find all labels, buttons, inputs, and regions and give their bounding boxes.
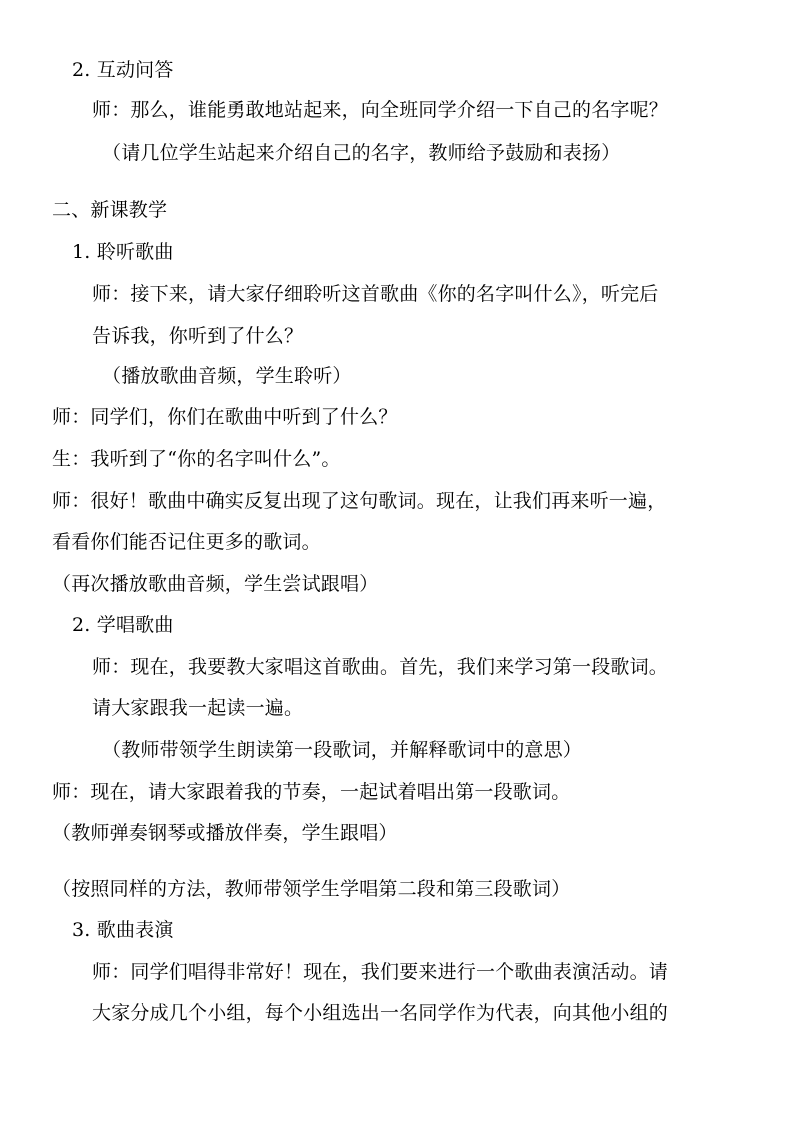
- paragraph-line: 大家分成几个小组，每个小组选出一名同学作为代表，向其他小组的: [92, 1002, 669, 1024]
- paragraph-line: 师：同学们唱得非常好！现在，我们要来进行一个歌曲表演活动。请: [92, 961, 669, 983]
- section-heading-listen-song: 1. 聆听歌曲: [72, 241, 174, 263]
- section-heading-learn-song: 2. 学唱歌曲: [72, 614, 174, 636]
- paragraph-line: 师：现在，我要教大家唱这首歌曲。首先，我们来学习第一段歌词。: [92, 656, 669, 678]
- paragraph-line: （请几位学生站起来介绍自己的名字，教师给予鼓励和表扬）: [102, 142, 621, 164]
- paragraph-line: （再次播放歌曲音频，学生尝试跟唱）: [52, 573, 379, 595]
- paragraph-line: （教师弹奏钢琴或播放伴奏，学生跟唱）: [52, 822, 398, 844]
- paragraph-line: （教师带领学生朗读第一段歌词，并解释歌词中的意思）: [102, 739, 583, 761]
- paragraph-line: 师：同学们，你们在歌曲中听到了什么？: [52, 406, 398, 428]
- paragraph-line: 告诉我，你听到了什么？: [92, 325, 304, 347]
- paragraph-line: 师：接下来，请大家仔细聆听这首歌曲《你的名字叫什么》，听完后: [92, 283, 659, 305]
- paragraph-line: 师：很好！歌曲中确实反复出现了这句歌词。现在，让我们再来听一遍，: [52, 490, 667, 512]
- paragraph-line: 生：我听到了“你的名字叫什么”。: [52, 448, 341, 470]
- paragraph-line: （播放歌曲音频，学生聆听）: [102, 365, 352, 387]
- section-heading-interactive-qa: 2. 互动问答: [72, 59, 174, 81]
- paragraph-line: 师：那么，谁能勇敢地站起来，向全班同学介绍一下自己的名字呢？: [92, 99, 669, 121]
- paragraph-line: 师：现在，请大家跟着我的节奏，一起试着唱出第一段歌词。: [52, 781, 571, 803]
- section-heading-new-lesson: 二、新课教学: [52, 199, 168, 221]
- paragraph-line: 请大家跟我一起读一遍。: [92, 697, 304, 719]
- section-heading-song-performance: 3. 歌曲表演: [72, 919, 174, 941]
- paragraph-line: （按照同样的方法，教师带领学生学唱第二段和第三段歌词）: [52, 878, 571, 900]
- paragraph-line: 看看你们能否记住更多的歌词。: [52, 531, 321, 553]
